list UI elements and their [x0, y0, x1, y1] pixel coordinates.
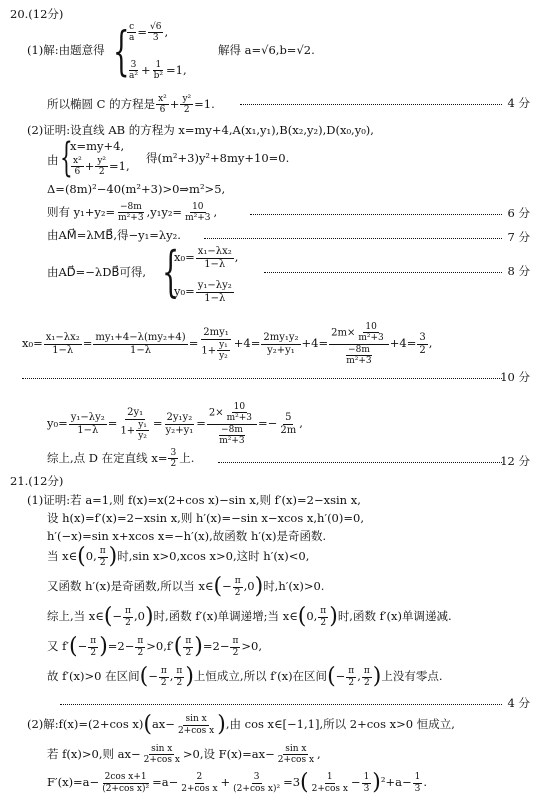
q20-header: 20.(12分): [10, 7, 64, 21]
q21-p1-l1: (1)证明:若 a=1,则 f(x)=x(2+cos x)−sin x,则 f′(x)=2−xsin x,: [27, 493, 361, 507]
q20-p1-brace: {: [113, 22, 130, 82]
q20-p2-sys-a: x=my+4,: [70, 139, 125, 153]
score-marker: 8 分: [507, 264, 530, 278]
q21-p1-l2: 设 h(x)=f′(x)=2−xsin x,则 h′(x)=−sin x−xcos x,h′(0)=0,: [47, 511, 364, 525]
q20-p2-conclusion: 综上,点 D 在定直线 x= $\frac{3}{2}$ 上.: [47, 448, 195, 470]
q21-p1-l8: 故 f′(x)>0 在区间(− $\frac{\pi}{2}$ , $\frac{\pi}{2}$ )上恒成立,所以 f′(x)在区间(− $\frac{\pi}{2}$ , $\frac{\pi}{2}$ )上没有零点.: [47, 664, 443, 689]
q20-p2-brace: {: [60, 135, 73, 181]
q20-p1-result: 解得 a=√6,b=√2.: [218, 43, 315, 57]
score-marker: 6 分: [507, 206, 530, 220]
score-marker: 7 分: [507, 230, 530, 244]
score-marker: 12 分: [500, 454, 530, 468]
q20-p1-sys1: $\frac{c}{a}$ = $\frac{√6}{3}$ ,: [129, 22, 169, 44]
leader-dots: [218, 462, 502, 463]
q20-p1-intro: (1)解:由题意得: [27, 43, 105, 57]
q20-p1-sys2: $\frac{3}{\text{a²}}$ + $\frac{1}{\text{b²}}$ =1,: [129, 60, 187, 82]
q20-p2-you: 由: [47, 153, 59, 167]
q20-p2-am: 由AM⃗=λMB⃗,得−y₁=λy₂.: [47, 228, 181, 242]
q21-p1-l3: h′(−x)=sin x+xcos x=−h′(x),故函数 h′(x)是奇函数.: [47, 529, 327, 543]
q20-p2-intro: (2)证明:设直线 AB 的方程为 x=my+4,A(x₁,y₁),B(x₂,y₂),D(x₀,y₀),: [27, 123, 374, 137]
q21-p1-l5: 又函数 h′(x)是奇函数,所以当 x∈(− $\frac{\pi}{2}$ ,0)时,h′(x)>0.: [47, 574, 325, 599]
leader-dots: [264, 272, 502, 273]
score-marker: 4 分: [507, 696, 530, 710]
q21-p2-l3: F′(x)=a− $\frac{\text{2cos x+1}}{\text{(2+cos x)²}}$ =a− $\frac{2}{\text{2+cos x}}$ + $\frac{3}{\text{(2+cos x)²}}$ =3( $\frac{1}{\text{2+cos x}}$ − $\frac{1}{3}$ )²+a− $\frac{1}{3}$ .: [47, 770, 428, 795]
leader-dots: [204, 238, 502, 239]
q20-p2-ad-brace: {: [162, 240, 180, 303]
q21-header: 21.(12分): [10, 474, 64, 488]
q21-p1-l6: 综上,当 x∈(− $\frac{\pi}{2}$ ,0)时,函数 f′(x)单调递增;当 x∈(0, $\frac{\pi}{2}$ )时,函数 f′(x)单调递减.: [47, 604, 452, 629]
leader-dots: [22, 378, 502, 379]
q20-p2-ad: 由AD⃗=−λDB⃗可得,: [47, 265, 146, 279]
q20-p2-delta: Δ=(8m)²−40(m²+3)>0⇒m²>5,: [47, 182, 226, 196]
q21-p2-l1: (2)解:f(x)=(2+cos x)(ax− $\frac{\text{sin x}}{\text{2+cos x}}$ ),由 cos x∈[−1,1],所以 2+cos x>0 恒成立,: [27, 712, 455, 737]
q20-p2-y0-eq: y₀= $\frac{\text{y₁−λy₂}}{1-\lambda}$ = 2y₁ 1+ $\frac{\text{y₁}}{\text{y₂}}$ = $\frac{\text{2y₁y₂}}{\text{y₂+y₁}}$ = 2× $\frac{10}{\text{m²+3}}$ $\frac{-8m}{\text{m²+3}}$ =− $\frac{5}{2m}$ ,: [47, 402, 303, 447]
q20-p2-ad-x0: x₀= $\frac{\text{x₁−λx₂}}{1-\lambda}$ ,: [174, 246, 239, 270]
score-marker: 4 分: [507, 96, 530, 110]
leader-dots: [60, 704, 502, 705]
q21-p2-l2: 若 f(x)>0,则 ax− $\frac{\text{sin x}}{\text{2+cos x}}$ >0,设 F(x)=ax− $\frac{\text{sin x}}{\text{2+cos x}}$ ,: [47, 744, 321, 766]
q20-p1-ellipse-eq: 所以椭圆 C 的方程是 $\frac{\text{x²}}{6}$ + $\frac{\text{y²}}{2}$ =1.: [47, 94, 215, 116]
q21-p1-l7: 又 f′(− $\frac{\pi}{2}$ )=2− $\frac{\pi}{2}$ >0,f′( $\frac{\pi}{2}$ )=2− $\frac{\pi}{2}$ >0,: [47, 634, 263, 659]
q20-p2-ad-y0: y₀= $\frac{\text{y₁−λy₂}}{1-\lambda}$: [174, 280, 232, 304]
q20-p2-quadratic: 得(m²+3)y²+8my+10=0.: [146, 151, 290, 165]
leader-dots: [250, 214, 502, 215]
leader-dots: [240, 104, 502, 105]
q20-p2-x0-eq: x₀= $\frac{\text{x₁−λx₂}}{1-\lambda}$ = $\frac{\text{my₁+4−λ(my₂+4)}}{1-\lambda}$ = 2my₁ 1+ $\frac{\text{y₁}}{\text{y₂}}$ +4= $\frac{\text{2my₁y₂}}{\text{y₂+y₁}}$ +4= 2m× $\frac{10}{\text{m²+3}}$ $\frac{-8m}{\text{m²+3}}$ +4= $\frac{3}{2}$ ,: [22, 322, 433, 367]
q21-p1-l4: 当 x∈(0, $\frac{\pi}{2}$ )时,sin x>0,xcos x>0,这时 h′(x)<0,: [47, 544, 310, 569]
q20-p2-vieta: 则有 y₁+y₂= $\frac{-8m}{\text{m²+3}}$ ,y₁y₂= $\frac{10}{\text{m²+3}}$ ,: [47, 202, 218, 224]
q20-p2-sys-b: $\frac{\text{x²}}{6}$ + $\frac{\text{y²}}{2}$ =1,: [73, 156, 130, 178]
score-marker: 10 分: [500, 370, 530, 384]
